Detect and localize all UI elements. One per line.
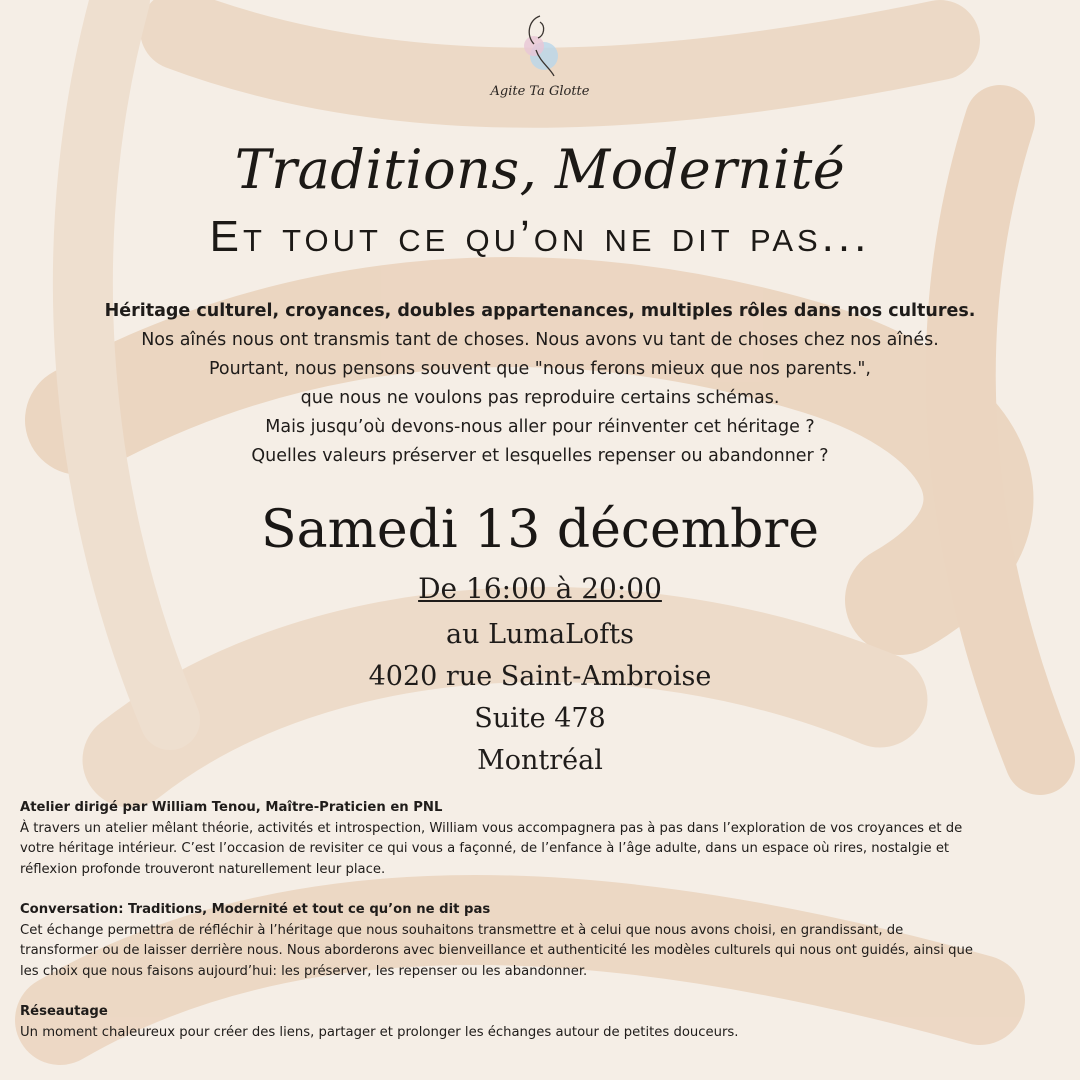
- venue-street: 4020 rue Saint-Ambroise: [368, 661, 712, 692]
- venue-name: au LumaLofts: [446, 619, 634, 650]
- intro-block: [40, 296, 1040, 471]
- brand-logo: [470, 8, 610, 108]
- intro-line: Nos aînés nous ont transmis tant de choses. Nous avons vu tant de choses chez nos aînés.: [141, 330, 939, 350]
- intro-line: Mais jusqu’où devons-nous aller pour réinventer cet héritage ?: [265, 417, 815, 437]
- section-line: Cet échange permettra de réfléchir à l’héritage que nous souhaitons transmettre et à celui que nous avons choisi, en grandissant, de: [20, 922, 904, 938]
- section-atelier: [20, 798, 1040, 880]
- intro-line: Pourtant, nous pensons souvent que "nous ferons mieux que nos parents.",: [209, 359, 871, 379]
- section-heading: Atelier dirigé par William Tenou, Maître-Praticien en PNL: [20, 800, 443, 815]
- section-line: À travers un atelier mêlant théorie, activités et introspection, William vous accompagnera pas à pas dans l’exploration de vos croyances et de: [20, 820, 963, 836]
- venue-suite: Suite 478: [474, 703, 606, 734]
- venue-city: Montréal: [477, 745, 603, 776]
- section-conversation: [20, 900, 1040, 982]
- intro-line: que nous ne voulons pas reproduire certains schémas.: [300, 388, 780, 408]
- brand-logo-text: Agite Ta Glotte: [490, 84, 590, 99]
- face-sketch-icon: [510, 10, 570, 82]
- event-hours: De 16:00 à 20:00: [418, 572, 662, 605]
- intro-lead: Héritage culturel, croyances, doubles appartenances, multiples rôles dans nos cultures.: [104, 301, 976, 321]
- section-line: votre héritage intérieur. C’est l’occasion de revisiter ce qui vous a façonné, de l’enfance à l’âge adulte, dans un espace où rires, nostalgie et: [20, 841, 950, 856]
- section-heading: Réseautage: [20, 1004, 108, 1019]
- section-heading: Conversation: Traditions, Modernité et tout ce qu’on ne dit pas: [20, 902, 491, 917]
- intro-line: Quelles valeurs préserver et lesquelles repenser ou abandonner ?: [251, 446, 829, 466]
- title-script: Traditions, Modernité: [234, 138, 846, 201]
- title-subtitle: Et tout ce qu’on ne dit pas...: [209, 212, 871, 261]
- event-location: [0, 614, 1080, 782]
- section-reseautage: [20, 1002, 1040, 1043]
- event-date: Samedi 13 décembre: [260, 500, 820, 560]
- section-line: les choix que nous faisons aujourd’hui: les préserver, les repenser ou les abandonner.: [20, 963, 588, 979]
- section-line: Un moment chaleureux pour créer des liens, partager et prolonger les échanges autour de petites douceurs.: [20, 1024, 739, 1040]
- section-line: réflexion profonde trouveront naturellement leur place.: [20, 861, 386, 877]
- section-line: transformer ou de laisser derrière nous. Nous aborderons avec bienveillance et authenticité les modèles culturels qui nous ont guidés, ainsi que: [20, 943, 973, 958]
- program-sections: [20, 798, 1040, 1063]
